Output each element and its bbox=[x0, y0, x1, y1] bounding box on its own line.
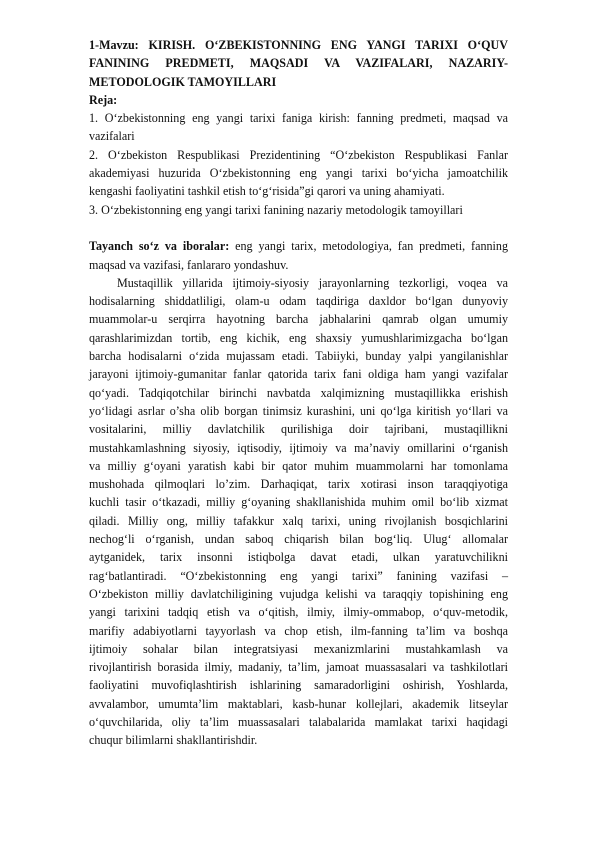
body-line: kuchli tasir o‘tkazadi, milliy g‘oyaning shakllanishida muhim omil bo‘lib xizmat bbox=[89, 495, 508, 510]
keywords-block bbox=[89, 237, 508, 274]
body-line: vositalarini, milliy davlatchilik qurilishiga doir tajribani, mustaqillikni bbox=[89, 422, 508, 437]
plan-line: 1. O‘zbekistonning eng yangi tarixi faniga kirish: fanning predmeti, maqsad va bbox=[89, 111, 508, 126]
plan-heading: Reja: bbox=[89, 92, 118, 107]
body-line: marifiy adabiyotlarni tayyorlash va chop etish, ilm-fanning ta’lim va boshqa bbox=[89, 623, 508, 638]
body-line: avvalambor, umumta’lim maktablari, kasb-hunar kollejlari, akademik litseylar bbox=[89, 696, 508, 711]
keywords-line bbox=[89, 237, 508, 255]
keywords-line: maqsad va vazifasi, fanlararo yondashuv. bbox=[89, 257, 289, 272]
body-line: rag‘batlantiradi. “O‘zbekistonning eng yangi tarixi” fanining vazifasi – bbox=[89, 568, 508, 583]
topic-title bbox=[89, 36, 508, 91]
plan-line: 3. O‘zbekistonning eng yangi tarixi fanining nazariy metodologik tamoyillari bbox=[89, 202, 463, 217]
body-line: o‘quvchilarida, oliy ta’lim muassasalari talabalarida mamlakat tarixi haqidagi bbox=[89, 714, 508, 729]
body-line: qo‘yadi. Tadqiqotchilar birinchi navbatda xalqimizning mustaqillikka erishish bbox=[89, 385, 508, 400]
title-line: FANINING PREDMETI, MAQSADI VA VAZIFALARI, NAZARIY- bbox=[89, 56, 508, 71]
body-line: Mustaqillik yillarida ijtimoiy-siyosiy jarayonlarning tezkorligi, voqea va bbox=[117, 275, 508, 290]
body-line: O‘zbekiston milliy davlatchiligining vujudga kelishi va taraqqiy topishining eng bbox=[89, 586, 508, 601]
body-line: hodisalarning shiddatliligi, olam-u odam taqdiriga daxldor bo‘lgan dunyoviy bbox=[89, 294, 508, 309]
keywords-label: Tayanch so‘z va iboralar: bbox=[89, 239, 230, 254]
spacer bbox=[89, 219, 508, 237]
body-line: mustahkamlashning siyosiy, iqtisodiy, ijtimoiy va ma’naviy omillarini o‘rganish bbox=[89, 440, 508, 455]
body-line: rivojlantirish borasida ilmiy, madaniy, ta’lim, jamoat muassasalari va tashkilotlari bbox=[89, 660, 508, 675]
plan-line: akademiyasi huzurida O‘zbekistonning eng yangi tarixi bo‘yicha jamoatchilik bbox=[89, 166, 508, 181]
document-page bbox=[89, 36, 508, 750]
body-line: muammolar-u serqirra hayotning barcha jabhalarini qamrab olgan umumiy bbox=[89, 312, 508, 327]
body-line: aytganidek, tarix insonni istiqbolga davat etadi, ulkan yaratuvchilikni bbox=[89, 550, 508, 565]
body-line: chuqur bilimlarni shakllantirishdir. bbox=[89, 733, 258, 748]
body-line: mushohada qilmoqlari lo’zim. Darhaqiqat, tarix xotirasi inson taraqqiyotiga bbox=[89, 477, 508, 492]
body-line: qarashlarimizdan tortib, eng kichik, eng shaxsiy yumushlarimizgacha bo‘lgan bbox=[89, 330, 508, 345]
body-line: va milliy g‘oyani yaratish kabi bir qator muhim muammolarni har tomonlama bbox=[89, 458, 508, 473]
plan-line: 2. O‘zbekiston Respublikasi Prezidentining “O‘zbekiston Respublikasi Fanlar bbox=[89, 147, 508, 162]
plan-line: kengashi faoliyatini tashkil etish to‘g‘risida”gi qarori va uning ahamiyati. bbox=[89, 184, 445, 199]
body-line: ijtimoiy sohalar bilan integratsiyasi mexanizmlarini mustahkamlash va bbox=[89, 641, 508, 656]
body-line: yangi tarixini tadqiq etish va o‘qitish, ilmiy, ilmiy-ommabop, o‘quv-metodik, bbox=[89, 605, 508, 620]
body-line: faoliyatini muvofiqlashtirish ishlarining samaradorligini oshirish, Yoshlarda, bbox=[89, 678, 508, 693]
body-line: nechog‘li o‘rganish, undan saboq chiqarish bilan bog‘liq. Ulug‘ allomalar bbox=[89, 532, 508, 547]
plan-list bbox=[89, 109, 508, 219]
body-line: yo‘lidagi asrlar o’sha olib borgan tinimsiz kurashini, uni qo‘lga kiritish yo‘llari va bbox=[89, 403, 508, 418]
title-line: 1-Mavzu: KIRISH. O‘ZBEKISTONNING ENG YANGI TARIXI O‘QUV bbox=[89, 38, 508, 52]
plan-line: vazifalari bbox=[89, 129, 135, 144]
body-paragraph bbox=[89, 274, 508, 750]
keywords-text: eng yangi tarix, metodologiya, fan predmeti, fanning bbox=[229, 239, 509, 254]
body-line: qiladi. Milliy ong, milliy tafakkur xalq tarixi, uning rivojlanish bosqichlarini bbox=[89, 513, 508, 528]
title-line: METODOLOGIK TAMOYILLARI bbox=[89, 74, 277, 89]
body-line: barcha hodisalarni o‘zida mujassam etadi. Tabiiyki, bunday yalpi yangilanishlar bbox=[89, 349, 508, 364]
body-line: jarayoni ijtimoiy-gumanitar fanlar qatorida tarix fani oldiga ham yangi vazifalar bbox=[89, 367, 508, 382]
